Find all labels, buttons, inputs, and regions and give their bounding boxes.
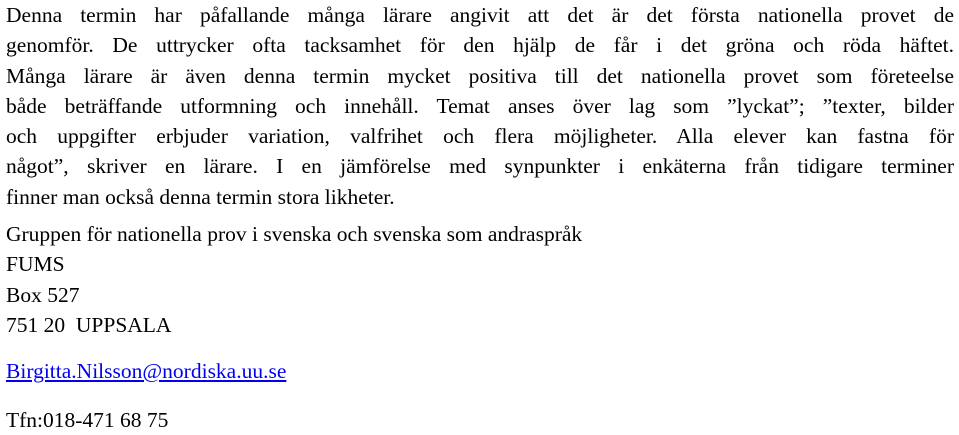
paragraph-line: Denna termin har påfallande många lärare angivit att det är det första nationella provet de bbox=[6, 3, 954, 27]
paragraph-line: Många lärare är även denna termin mycket positiva till det nationella provet som företeelse bbox=[6, 63, 954, 88]
paragraph-line: något”, skriver en lärare. I en jämförelse med synpunkter i enkäterna från tidigare terminer bbox=[6, 154, 954, 179]
paragraph-line: finner man också denna termin stora likheter. bbox=[6, 184, 395, 209]
contact-city: 751 20 UPPSALA bbox=[6, 312, 172, 337]
contact-group: Gruppen för nationella prov i svenska och svenska som andraspråk bbox=[6, 222, 583, 246]
paragraph-line: både beträffande utformning och innehåll. Temat anses över lag som ”lyckat”; ”texter, bilder bbox=[6, 93, 954, 118]
body-paragraph bbox=[6, 0, 954, 212]
paragraph-line: och uppgifter erbjuder variation, valfrihet och flera möjligheter. Alla elever kan fastna för bbox=[6, 124, 954, 149]
paragraph-line: genomför. De uttrycker ofta tacksamhet för den hjälp de får i det gröna och röda häftet. bbox=[6, 33, 954, 58]
contact-box: Box 527 bbox=[6, 282, 80, 307]
email-link[interactable]: Birgitta.Nilsson@nordiska.uu.se bbox=[6, 359, 287, 383]
document-page bbox=[6, 0, 954, 212]
contact-email-row bbox=[6, 356, 286, 386]
contact-phone: Tfn:018-471 68 75 bbox=[6, 408, 169, 432]
contact-org: FUMS bbox=[6, 252, 65, 277]
contact-address bbox=[6, 219, 582, 340]
